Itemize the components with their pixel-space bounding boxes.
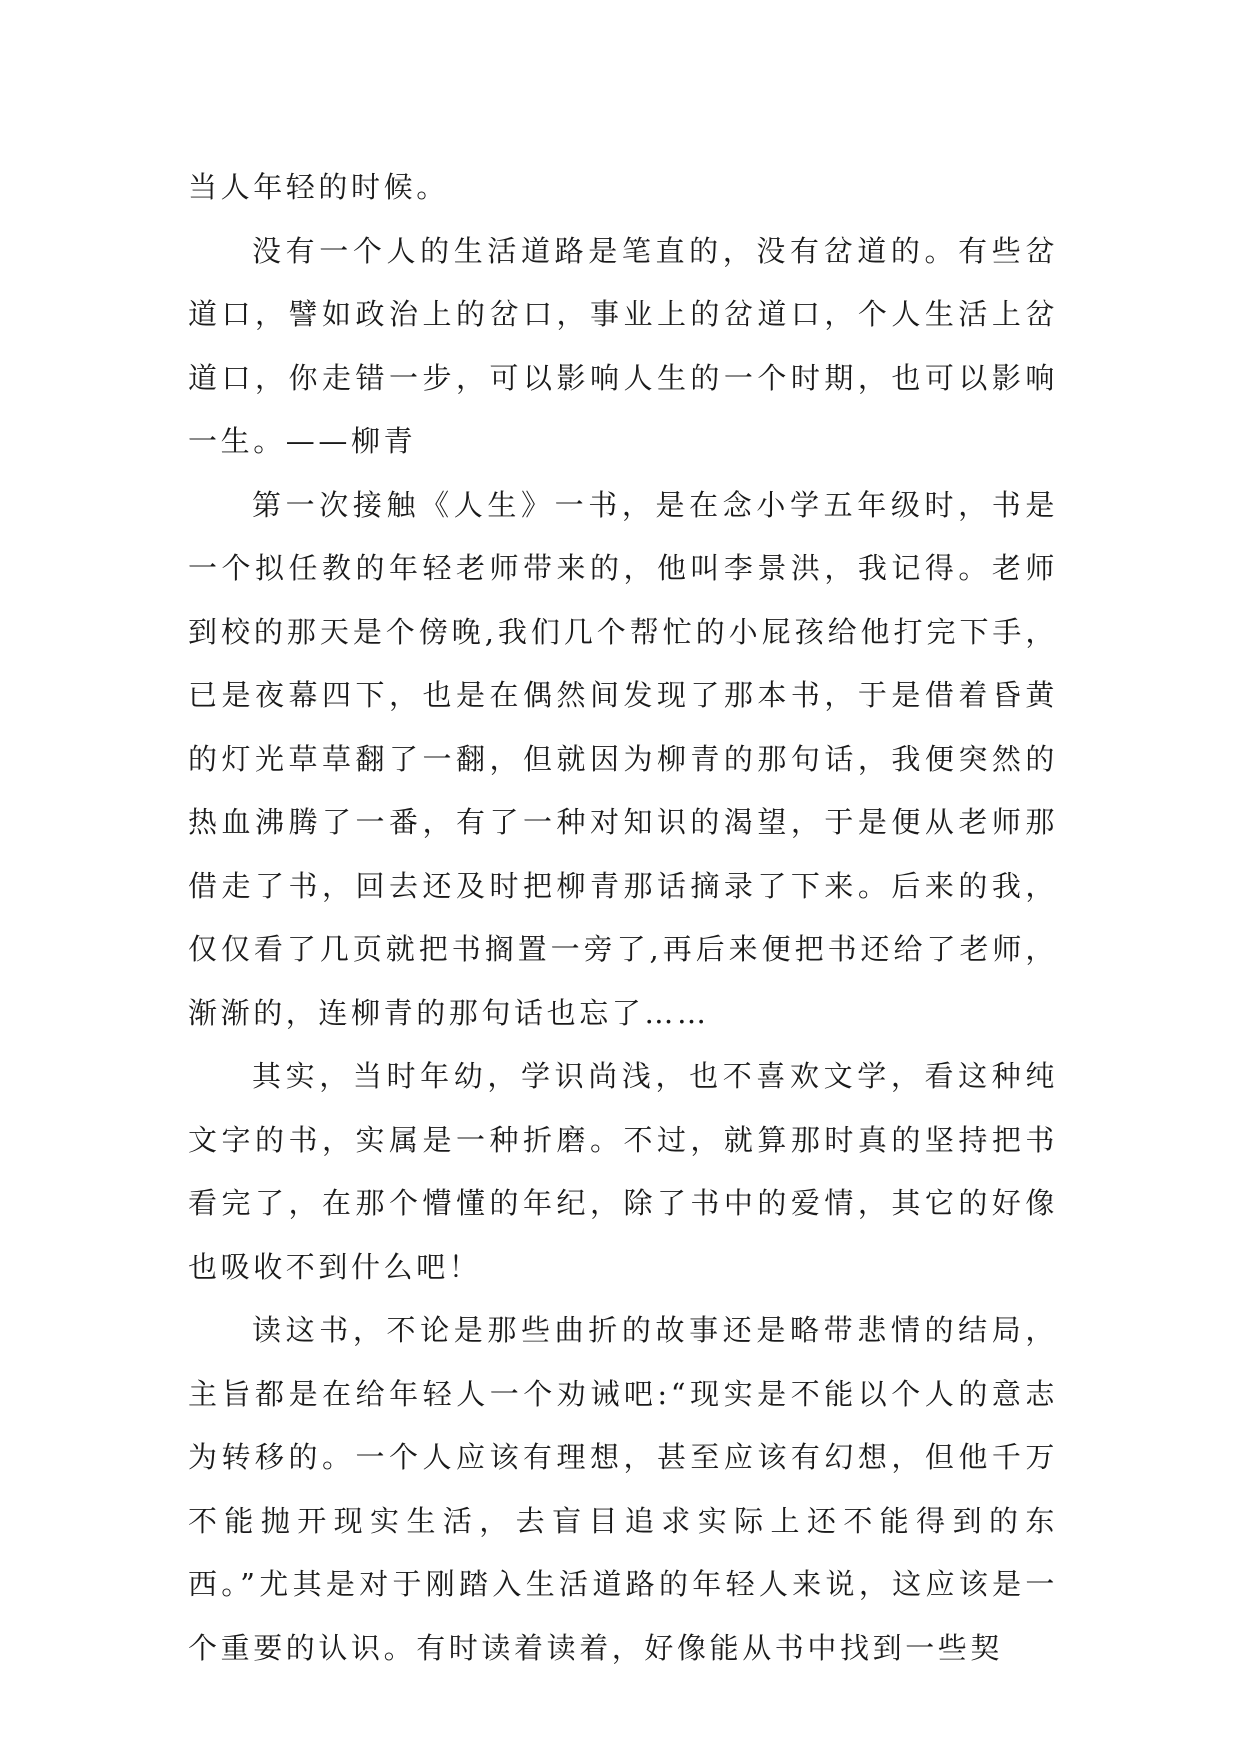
paragraph-4: 其实，当时年幼，学识尚浅，也不喜欢文学，看这种纯文字的书，实属是一种折磨。不过，就算那时真的坚持把书看完了，在那个懵懂的年纪，除了书中的爱情，其它的好像也吸收不到什么吧！: [188, 1059, 1058, 1284]
paragraph-1: 当人年轻的时候。: [188, 170, 449, 204]
paragraph-5: 读这书，不论是那些曲折的故事还是略带悲情的结局，主旨都是在给年轻人一个劝诫吧:“现实是不能以个人的意志为转移的。一个人应该有理想，甚至应该有幻想，但他千万不能抛开现实生活，去盲目追求实际上还不能得到的东西。”尤其是对于刚踏入生活道路的年轻人来说，这应该是一个重要的认识。有时读着读着，好像能从书中找到一些契: [188, 1313, 1058, 1665]
paragraph-3: 第一次接触《人生》一书，是在念小学五年级时，书是一个拟任教的年轻老师带来的，他叫李景洪，我记得。老师到校的那天是个傍晚,我们几个帮忙的小屁孩给他打完下手，已是夜幕四下，也是在偶然间发现了那本书，于是借着昏黄的灯光草草翻了一翻，但就因为柳青的那句话，我便突然的热血沸腾了一番，有了一种对知识的渴望，于是便从老师那借走了书，回去还及时把柳青那话摘录了下来。后来的我，仅仅看了几页就把书搁置一旁了,再后来便把书还给了老师，渐渐的，连柳青的那句话也忘了……: [188, 487, 1058, 1030]
paragraph-2: 没有一个人的生活道路是笔直的，没有岔道的。有些岔道口，譬如政治上的岔口，事业上的岔道口，个人生活上岔道口，你走错一步，可以影响人生的一个时期，也可以影响一生。——柳青: [188, 233, 1058, 458]
body-text: [188, 156, 1058, 1680]
